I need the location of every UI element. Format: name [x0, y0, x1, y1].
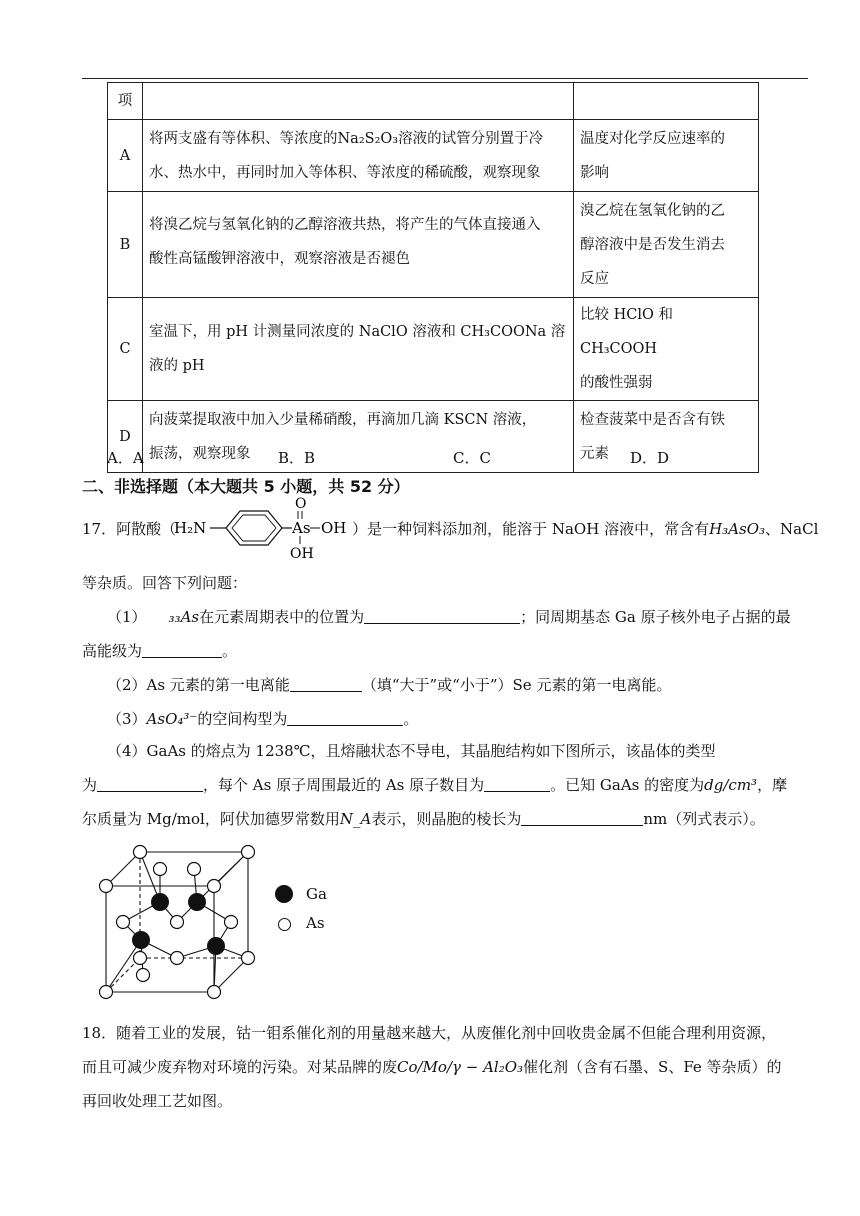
ga-legend-label: Ga: [306, 885, 327, 903]
gaas-unit-cell-diagram: [98, 840, 268, 1002]
q17-intro-line2: 等杂质。回答下列问题：: [82, 574, 248, 592]
section-title: 二、非选择题（本大题共 5 小题，共 52 分）: [82, 477, 410, 496]
row-label: C: [108, 298, 143, 401]
q17-intro: 17．阿散酸（ ）是一种饲料添加剂，能溶于 NaOH 溶液中，常含有H₃AsO₃、NaCl: [82, 520, 819, 538]
experiment-cell: 室温下，用 pH 计测量同浓度的 NaClO 溶液和 CH₃COONa 溶 液的 pH: [143, 298, 574, 401]
option-b[interactable]: B．B: [278, 449, 316, 467]
row-label: 项: [108, 83, 143, 120]
purpose-cell: [574, 83, 759, 120]
q17-part3: （3）AsO₄³⁻的空间构型为 。: [107, 710, 419, 728]
experiment-table: [107, 82, 759, 473]
table-row: [108, 83, 759, 120]
option-d[interactable]: D．D: [630, 449, 670, 467]
answer-blank[interactable]: [142, 642, 222, 658]
as-legend-label: As: [306, 914, 325, 932]
table-row: [108, 192, 759, 298]
q17-part4-line3: 尔质量为 Mg/mol，阿伏加德罗常数用N_A表示，则晶胞的棱长为 nm（列式表示）。: [82, 810, 765, 828]
answer-blank[interactable]: [364, 608, 520, 624]
purpose-cell: 检查菠菜中是否含有铁 元素: [574, 401, 759, 473]
row-label: D: [108, 401, 143, 473]
answer-blank[interactable]: [484, 776, 550, 792]
struct-oh-right: OH: [321, 519, 347, 537]
option-a[interactable]: A．A: [107, 449, 144, 467]
table-row: [108, 120, 759, 192]
q18-line1: 18．随着工业的发展，钴一钼系催化剂的用量越来越大，从废催化剂中回收贵金属不但能合理利用资源，: [82, 1024, 777, 1042]
as-legend-dot: [278, 918, 291, 931]
struct-oh-bottom: OH: [290, 546, 314, 560]
q18-line3: 再回收处理工艺如图。: [82, 1092, 233, 1110]
purpose-cell: 比较 HClO 和 CH₃COOH 的酸性强弱: [574, 298, 759, 401]
struct-h2n: H₂N: [174, 519, 207, 537]
experiment-cell: 将溴乙烷与氢氧化钠的乙醇溶液共热，将产生的气体直接通入 酸性高锰酸钾溶液中，观察溶液是否褪色: [143, 192, 574, 298]
experiment-cell: [143, 83, 574, 120]
row-label: B: [108, 192, 143, 298]
answer-blank[interactable]: [287, 710, 403, 726]
experiment-cell: 向菠菜提取液中加入少量稀硝酸，再滴加几滴 KSCN 溶液， 振荡，观察现象: [143, 401, 574, 473]
q17-part1-line2: 高能级为 。: [82, 642, 238, 660]
q18-line2: 而且可减少废弃物对环境的污染。对某品牌的废Co/Mo/γ − Al₂O₃催化剂（含有石墨、S、Fe 等杂质）的: [82, 1058, 782, 1076]
q17-part2: （2）As 元素的第一电离能 （填“大于”或“小于”）Se 元素的第一电离能。: [107, 676, 672, 694]
struct-as: As: [292, 519, 311, 537]
arsanilic-acid-structure: [170, 496, 350, 560]
answer-blank[interactable]: [290, 676, 362, 692]
experiment-cell: 将两支盛有等体积、等浓度的Na₂S₂O₃溶液的试管分别置于冷 水、热水中，再同时加入等体积、等浓度的稀硫酸，观察现象: [143, 120, 574, 192]
q17-part4: （4）GaAs 的熔点为 1238℃，且熔融状态不导电，其晶胞结构如下图所示，该晶体的类型: [107, 742, 716, 760]
ga-legend-dot: [275, 885, 293, 903]
answer-blank[interactable]: [97, 776, 203, 792]
answer-blank[interactable]: [521, 810, 643, 826]
struct-o: O: [295, 496, 307, 512]
q17-part4-line2: 为 ，每个 As 原子周围最近的 As 原子数目为 。已知 GaAs 的密度为dg/cm³，摩: [82, 776, 788, 794]
header-rule: [82, 78, 808, 79]
purpose-cell: 溴乙烷在氢氧化钠的乙 醇溶液中是否发生消去 反应: [574, 192, 759, 298]
option-c[interactable]: C．C: [453, 449, 491, 467]
row-label: A: [108, 120, 143, 192]
table-row: [108, 298, 759, 401]
q17-part1: （1） ₃₃As在元素周期表中的位置为 ；同周期基态 Ga 原子核外电子占据的最: [107, 608, 791, 626]
purpose-cell: 温度对化学反应速率的 影响: [574, 120, 759, 192]
